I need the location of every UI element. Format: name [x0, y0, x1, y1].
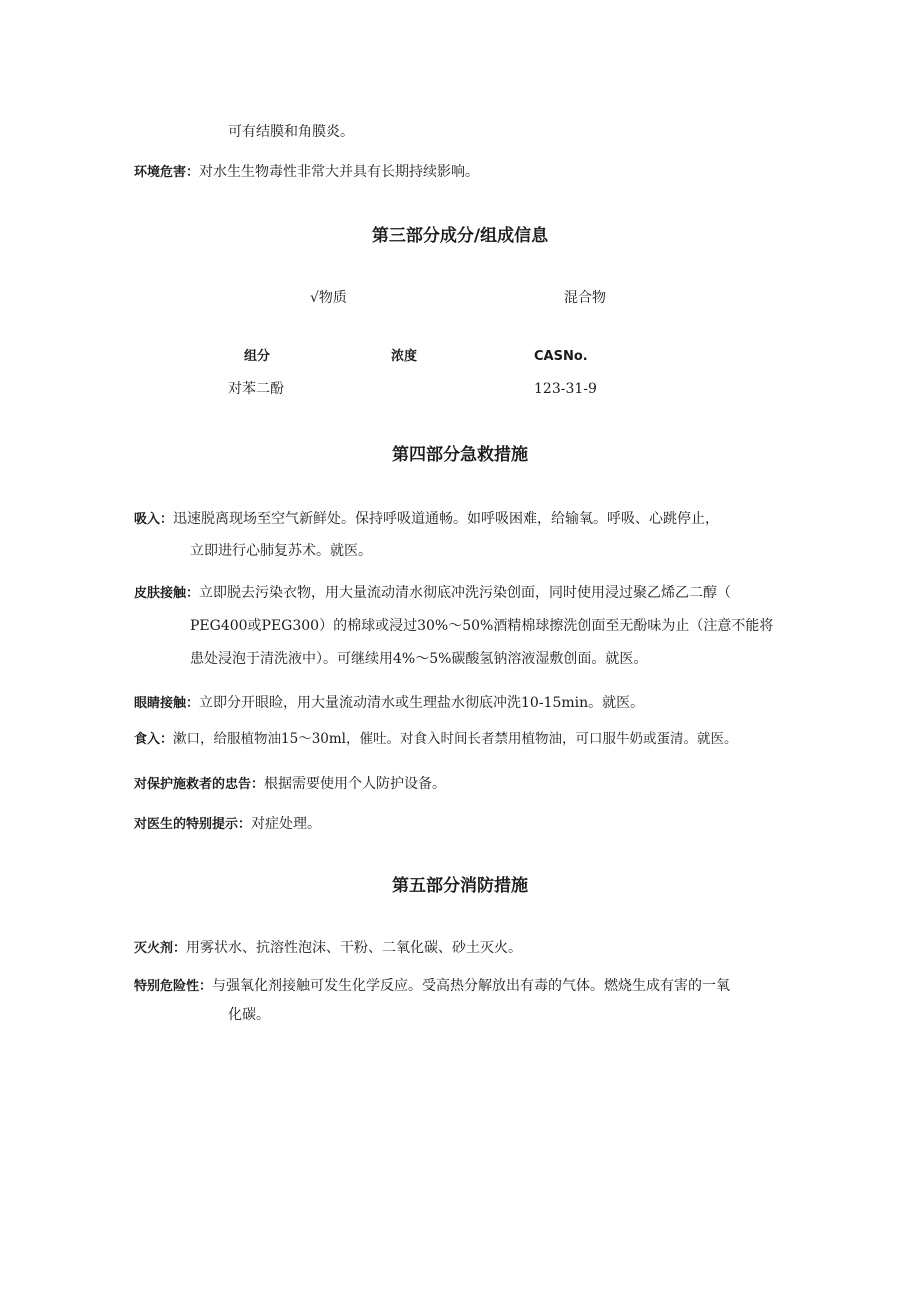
special-hazard-label: 特别危险性：	[134, 979, 213, 994]
skin-contact-text-1: 立即脱去污染衣物，用大量流动清水彻底冲洗污染创面，同时使用浸过聚乙烯乙二醇（	[199, 585, 732, 601]
table-header-component: 组分	[244, 349, 271, 364]
extinguishing-label: 灭火剂：	[134, 941, 187, 956]
eye-hazard-continuation: 可有结膜和角膜炎。	[228, 124, 354, 140]
inhalation-row	[134, 509, 719, 530]
rescuer-advice-row	[134, 774, 446, 795]
inhalation-text-1: 迅速脱离现场至空气新鲜处。保持呼吸道通畅。如呼吸困难，给输氧。呼吸、心跳停止，	[173, 511, 720, 527]
doctor-note-row	[134, 814, 321, 835]
inhalation-label: 吸入：	[134, 512, 174, 527]
extinguishing-row	[134, 938, 522, 959]
special-hazard-text-1: 与强氧化剂接触可发生化学反应。受高热分解放出有毒的气体。燃烧生成有害的一氧	[212, 978, 731, 994]
rescuer-advice-text: 根据需要使用个人防护设备。	[264, 776, 447, 792]
env-hazard-text: 对水生生物毒性非常大并具有长期持续影响。	[199, 164, 480, 180]
rescuer-advice-label: 对保护施救者的忠告：	[134, 777, 265, 792]
section3-title: 第三部分成分/组成信息	[371, 226, 549, 246]
ingestion-label: 食入：	[134, 732, 174, 747]
doctor-note-label: 对医生的特别提示：	[134, 817, 252, 832]
env-hazard-row	[134, 162, 479, 183]
skin-contact-text-2: PEG400或PEG300）的棉球或浸过30%～50%酒精棉球擦洗创面至无酚味为止（注意不能将	[190, 618, 774, 634]
special-hazard-text-2: 化碳。	[228, 1007, 270, 1023]
doctor-note-text: 对症处理。	[251, 816, 322, 832]
table-cell-component: 对苯二酚	[228, 381, 284, 397]
section4-title: 第四部分急救措施	[392, 445, 528, 465]
substance-option: √物质	[310, 290, 347, 306]
table-header-concentration: 浓度	[391, 349, 418, 364]
eye-contact-label: 眼睛接触：	[134, 696, 200, 711]
eye-contact-row	[134, 693, 644, 714]
ingestion-text: 漱口，给服植物油15～30ml，催吐。对食入时间长者禁用植物油，可口服牛奶或蛋清。就医。	[173, 731, 738, 747]
ingestion-row	[134, 729, 738, 750]
inhalation-text-2: 立即进行心肺复苏术。就医。	[190, 543, 372, 559]
env-hazard-label: 环境危害：	[134, 165, 200, 180]
skin-contact-label: 皮肤接触：	[134, 586, 200, 601]
skin-contact-text-3: 患处浸泡于清洗液中）。可继续用4%～5%碳酸氢钠溶液湿敷创面。就医。	[190, 651, 648, 667]
special-hazard-row	[134, 976, 730, 997]
section5-title: 第五部分消防措施	[392, 876, 528, 896]
mixture-option: 混合物	[564, 290, 606, 306]
skin-contact-row	[134, 583, 731, 604]
table-cell-cas: 123-31-9	[534, 381, 597, 397]
extinguishing-text: 用雾状水、抗溶性泡沫、干粉、二氧化碳、砂土灭火。	[186, 940, 523, 956]
eye-contact-text: 立即分开眼睑，用大量流动清水或生理盐水彻底冲洗10-15min。就医。	[199, 695, 645, 711]
table-header-cas: CASNo.	[534, 349, 588, 364]
